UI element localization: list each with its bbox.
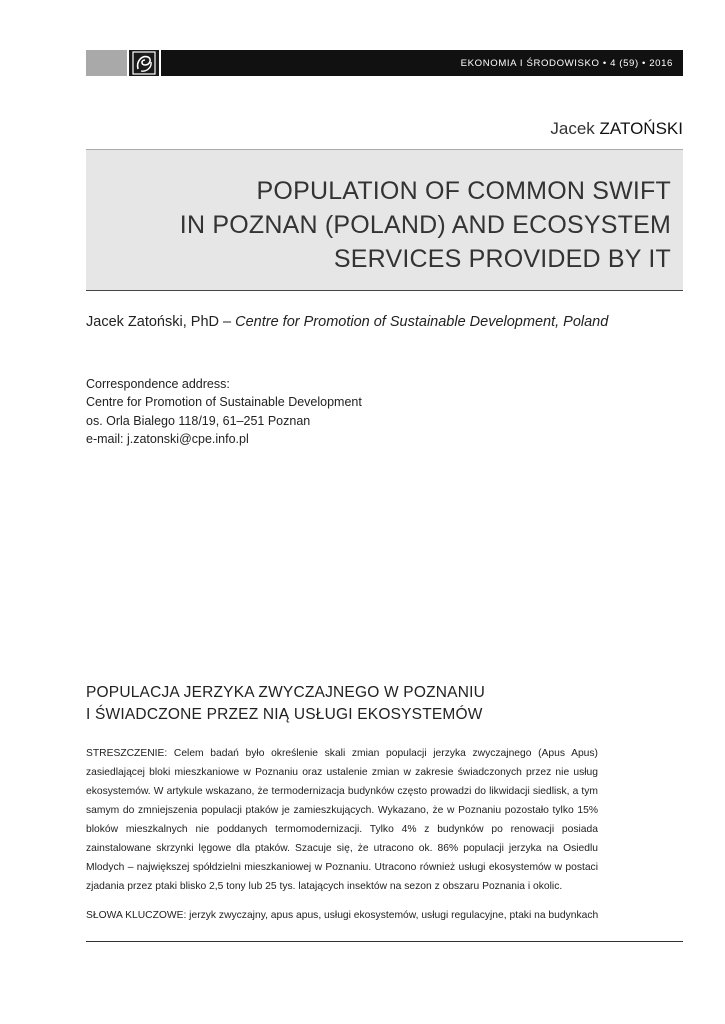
polish-title-line: I ŚWIADCZONE PRZEZ NIĄ USŁUGI EKOSYSTEMÓW xyxy=(86,706,483,723)
title-line: POPULATION OF COMMON SWIFT xyxy=(256,177,671,205)
journal-logo-icon xyxy=(129,50,159,76)
affil-institution: Centre for Promotion of Sustainable Development, Poland xyxy=(235,314,609,330)
author-last-name: ZATOŃSKI xyxy=(599,119,683,138)
polish-title xyxy=(86,682,485,726)
affil-degree: , PhD – xyxy=(182,314,236,330)
correspondence-block xyxy=(86,375,362,449)
correspondence-line: os. Orla Bialego 118/19, 61–251 Poznan xyxy=(86,413,311,428)
author-top xyxy=(550,119,683,139)
polish-title-line: POPULACJA JERZYKA ZWYCZAJNEGO W POZNANIU xyxy=(86,684,485,701)
affiliation xyxy=(86,314,608,330)
author-first-name: Jacek xyxy=(550,119,595,138)
correspondence-line: Correspondence address: xyxy=(86,377,230,391)
title-box xyxy=(86,149,683,291)
bottom-rule xyxy=(86,941,683,942)
header-gray-block xyxy=(86,50,127,76)
title-line: SERVICES PROVIDED BY IT xyxy=(333,245,671,273)
abstract: STRESZCZENIE: Celem badań było określenie skali zmian populacji jerzyka zwyczajnego (Apus Apus) zasiedlającej bloki mieszkaniowe w Poznaniu oraz ustalenie zmian w zakresie świadczonych przez nie usług ekosystemów. W artykule wskazano, że termodernizacja budynków często prowadzi do likwidacji siedlisk, a tym samym do zmniejszenia populacji ptaków je zamieszkujących. Wykazano, że w Poznaniu pozostało tylko 15% bloków mieszkalnych nie poddanych termomodernizacji. Tylko 4% z budynków po renowacji posiada zainstalowane skrzynki lęgowe dla ptaków. Szacuje się, że utracono ok. 86% populacji jerzyka na Osiedlu Mlodych – największej spółdzielni mieszkaniowej w Poznaniu. Utracono również usługi ekosystemów w postaci zjadania przez ptaki blisko 2,5 tony lub 25 tys. latających insektów na sezon z obszaru Poznania i okolic. xyxy=(86,748,598,892)
title-line: IN POZNAN (POLAND) AND ECOSYSTEM xyxy=(179,211,671,239)
affil-last-name: Zatoński xyxy=(127,314,183,330)
journal-header: EKONOMIA I ŚRODOWISKO • 4 (59) • 2016 xyxy=(161,50,683,76)
keywords: SŁOWA KLUCZOWE: jerzyk zwyczajny, apus apus, usługi ekosystemów, usługi regulacyjne, ptaki na budynkach xyxy=(86,910,599,921)
correspondence-email[interactable]: e-mail: j.zatonski@cpe.info.pl xyxy=(86,432,249,447)
paper-title xyxy=(180,174,671,276)
correspondence-line: Centre for Promotion of Sustainable Development xyxy=(86,395,362,410)
affil-first-name: Jacek xyxy=(86,314,124,330)
